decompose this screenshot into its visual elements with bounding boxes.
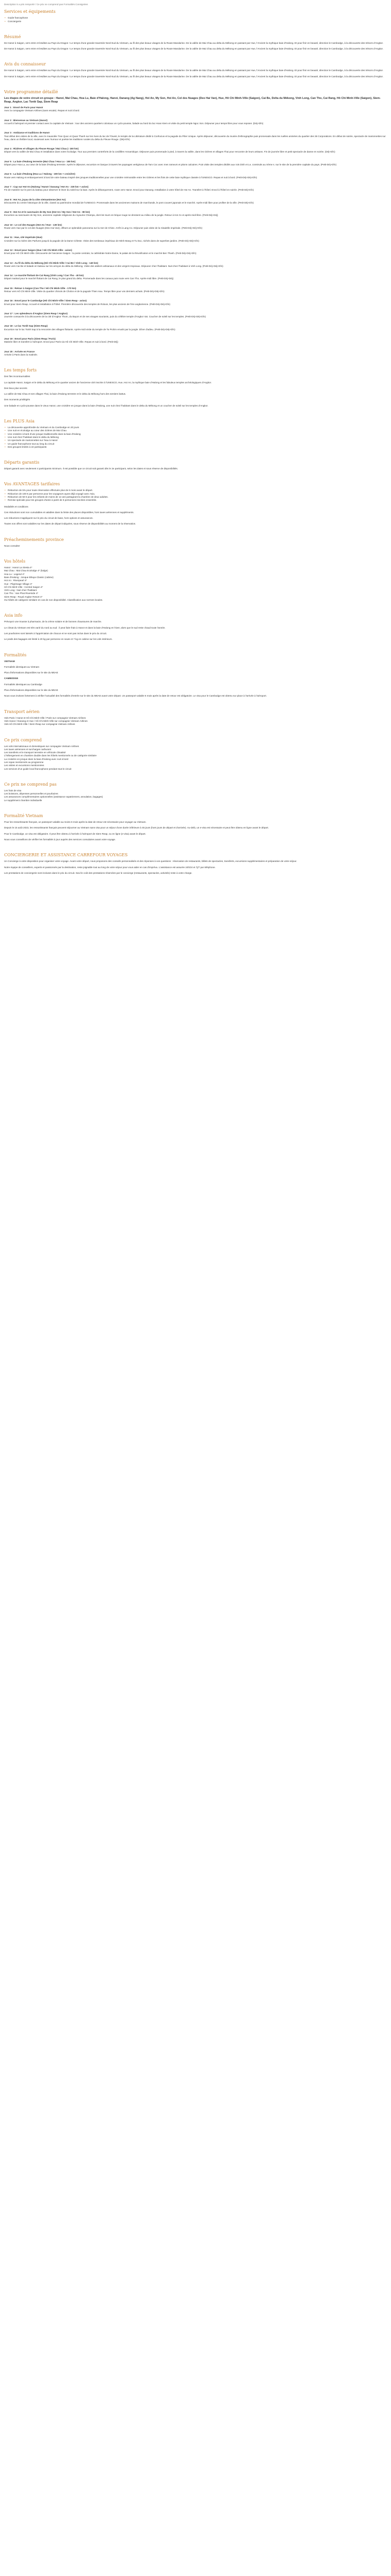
list-item: • Guide francophone <box>4 16 387 20</box>
plus-asia-list <box>4 426 387 449</box>
paragraph: Formalités identiques au Vietnam <box>4 665 40 668</box>
list-item: • Une croisière à bord d'une jonque traditionnelle dans la baie d'Halong <box>4 433 387 436</box>
paragraph: Plus d'informations disponibles sur le site du MEAE <box>4 689 58 692</box>
prix-ne-comprend-list <box>4 789 387 802</box>
list-item: • La découverte approfondie du Vietnam et du Cambodge en 20 jours <box>4 426 387 429</box>
list-item: • Réduction de 100 € par personne pour les voyageurs ayant déjà voyagé avec Asia. <box>4 493 387 496</box>
hotels-list <box>4 566 387 599</box>
list-item: Les frais de visa <box>4 789 22 792</box>
paragraph: Des moments privilégiés <box>4 398 30 401</box>
list-item: Vols Paris / Hanoï et Hô Chi Minh-Ville / Paris sur compagnie Vietnam Airlines <box>4 716 86 719</box>
programme-day <box>4 299 387 306</box>
day-title: Jour 6 : La baie d'Halong (Hoa Lu / Halong - 190 km + croisière) <box>4 173 75 176</box>
paragraph: Les pourboires sont laissés à l'appréciation de chacun et ne sont pas inclus dans le prix du circuit. <box>4 632 107 635</box>
hotel-item: Baie d'Halong : Jonque Bhaya Classic (cabine) <box>4 575 54 579</box>
paragraph: Pour les ressortissants français, un passeport valable au moins 6 mois après la date de retour est nécessaire pour voyager au Vietnam. <box>4 821 146 824</box>
day-description: Route vers Hue par le col des Nuages (Deo Hai Van), offrant un splendide panorama sur la mer de Chine. Arrêt à Lang Co. Déjeuner puis visite de la Citadelle impériale. (Petit-Déj+Déj+Dîn) <box>4 227 203 230</box>
list-item: Vols Hô Chi Minh-Ville / Siem Reap sur compagnie Vietnam Airlines <box>4 723 75 726</box>
hotels-title: Vos hôtels <box>4 559 26 564</box>
day-title: Jour 17 : Les splendeurs d'Angkor (Siem Reap / Angkor) <box>4 312 68 315</box>
programme-day <box>4 337 387 344</box>
paragraph: Prévoyez une trousse à pharmacie, de la crème solaire et de bonnes chaussures de marche. <box>4 620 102 623</box>
paragraph: Pour le Cambodge, un visa est obligatoire. Il peut être obtenu à l'arrivée à l'aéroport de Siem Reap, ou en ligne (e-visa) avant le départ. <box>4 832 146 835</box>
paragraph: Ou hôtels de catégorie similaire en cas de non disponibilité. Classification aux normes locales. <box>4 599 103 602</box>
programme-subtitle: Les étapes de votre circuit en groupe : Hanoï, Mai Chau, Hoa Lu, Baie d'Halong, Hanoï, Danang (Ag Nang), Hoï An, My Son, Hoï An, Col des Nuages (Deo Hai Van), Hue, Hô Chi Minh-Ville (Saigon), Cai Be, Delta du Mékong, Vinh Long, Can Tho, Cai Rang, Hô Chi Minh-Ville (Saigon), Siem-Reap, Angkor, Lac Tonlé Sap, Siem Reap <box>4 97 381 104</box>
programme-day <box>4 106 387 113</box>
breadcrumb-item[interactable]: Ce prix ne comprend pas Formalités Consignées <box>36 3 88 6</box>
list-item: Les repas mentionnés au programme <box>4 760 44 764</box>
resume-title: Résumé <box>4 34 21 39</box>
hotel-item: Hô Chi Minh-Ville : Central Saigon 4* <box>4 585 43 588</box>
hotel-item: Can Tho : Van Phat Riverside 4* <box>4 592 38 595</box>
list-item: • Une nuit chez l'habitant dans le delta du Mékong <box>4 436 387 439</box>
day-description: Accueil à l'aéroport et premier contact avec la capitale de Vietnam : tour des anciens quartiers coloniaux un cyclo-pousse, balade au bord du lac Hoan Kiem et visite du petit temple Ngoc Son. Déjeuner pour temps libre pour vous reposer. (Déj+Dîn) <box>4 122 264 125</box>
list-item: Les vols internationaux et domestiques sur compagnie Vietnam Airlines <box>4 744 79 748</box>
paragraph: Les réductions s'appliquent sur le prix du circuit de base, hors options et assurances. <box>4 517 93 520</box>
breadcrumb-item[interactable]: Description 5 a pris remporté <box>4 3 35 6</box>
day-title: Jour 16 : Envol pour le Cambodge (Hô Chi Minh-Ville / Siem Reap - avion) <box>4 299 87 302</box>
paragraph: La vallée de Mai Chau et ses villages Thai, la baie d'Halong terrestre et le delta du Mékong hors des sentiers battus. <box>4 393 126 396</box>
programme-day <box>4 147 387 154</box>
programme-day <box>4 160 387 167</box>
paragraph: Des lieux plus secrets <box>4 386 27 389</box>
day-title: Jour 11 : Hue, cité impériale (Hue) <box>4 236 42 239</box>
day-title: Jour 1 : Envol de Paris pour Hanoï <box>4 106 43 109</box>
depart-title: Départs garantis <box>4 460 40 465</box>
paragraph: Nous vous conseillons de vérifier les formalités à jour auprès des services consulaires avant votre voyage. <box>4 838 116 841</box>
day-description: Route vers Halong et embarquement à bord de votre bateau inspiré des jonques traditionnelles pour une croisière mémorable entre les rizières et les îlots de cette baie mythique classée à l'UNESCO. Repas et nuit à bord. (Petit-Déj+Déj+Dîn) <box>4 176 257 179</box>
programme-day <box>4 350 387 357</box>
day-title: Jour 4 : Rizières et villages du Fleuve Rouge / Mai Chau (- 150 km) <box>4 147 79 150</box>
day-description: Départ matinal pour le marché flottant de Cai Rang, le plus grand du delta. Promenade dans les canaux puis route vers Can Tho. Après-midi libre. (Petit-Déj+Déj) <box>4 277 174 280</box>
day-title: Jour 7 : Cap sur Hoï An (Halong / Hanoï / Danang / Hoï An - 230 km + avion) <box>4 185 89 188</box>
day-description: Envol pour Hô Chi Minh-Ville. Découverte de l'ancienne Saigon : la poste centrale, la cathédrale Notre-Dame, le palais de la Réunification et le marché Ben Thanh. (Petit-Déj+Déj+Dîn) <box>4 252 197 255</box>
day-description: Matinée libre et transfert à l'aéroport. Envol pour Paris via Hô Chi Minh-Ville. Repas et nuit à bord. (Petit-Déj) <box>4 341 118 344</box>
prechauffement-title: Préacheminements province <box>4 537 64 542</box>
list-item: • Conciergerie <box>4 20 387 23</box>
hotel-item: Hoa Lu : Legend 4* <box>4 572 25 575</box>
programme-day <box>4 173 387 179</box>
paragraph: De Hanoï à Saigon, vers entre et lesdites au Pays du Dragon ! Le temps d'une grande traversée Nord-Sud du Vietnam, au fil des plus beaux visages de la Route Mandarine. De la vallée de Mai Chau au delta du Mékong en passant par Hue, l'Ancient la mythique baie d'Halong. Et pour finir en beauté, direction le Cambodge, à la découverte des trésors d'Angkor. <box>4 69 384 72</box>
programme-day <box>4 119 387 126</box>
list-item: La croisière en jonque dans la baie d'Halong avec nuit à bord <box>4 757 69 760</box>
list-item: • Un guide francophone tout au long du circuit <box>4 443 387 446</box>
programme-day <box>4 198 387 205</box>
temps-forts-title: Les temps forts <box>4 368 37 373</box>
paragraph: Formalités identiques au Cambodge <box>4 683 42 686</box>
list-item: • Remise spéciale pour les groupes d'amis à partir de 6 personnes inscrites ensemble. <box>4 499 387 502</box>
paragraph: Modalités et conditions <box>4 505 28 508</box>
paragraph: Le poids des bagages est limité à 20 kg par personne en soute et 7 kg en cabine sur les vols intérieurs. <box>4 638 112 641</box>
day-title: Jour 5 : La baie d'Halong terrestre (Mai Chau / Hoa Lu - 150 km) <box>4 160 76 163</box>
paragraph: Le climat du Vietnam est très varié du nord au sud : il peut faire frais à Hanoï et dans la baie d'Halong en hiver, alors que le sud reste chaud toute l'année. <box>4 626 166 629</box>
paragraph: Nous consulter <box>4 544 20 547</box>
paragraph: Départ garanti avec seulement 4 participants minimum. Il est possible que ce circuit soit garanti dès le 2e participant, selon les dates et sous réserve de disponibilités. <box>4 467 178 470</box>
list-item: Les taxes aériennes et surcharges carburant <box>4 748 51 751</box>
paragraph: Des îles incontournables <box>4 375 30 378</box>
day-description: Croisière sur la rivière des Parfums jusqu'à la pagode de la Dame Céleste. Visite des tombeaux impériaux de Minh Mang et Tu Duc, nichés dans de superbes jardins. (Petit-Déj+Déj+Dîn) <box>4 239 199 242</box>
day-title: Jour 20 : Arrivée en France <box>4 350 35 353</box>
paragraph: Plus d'informations disponibles sur le site du MEAE <box>4 671 58 674</box>
day-title: Jour 15 : Retour à Saigon (Can Tho / Hô Chi Minh-Ville - 170 km) <box>4 286 76 290</box>
paragraph: Les prestations de conciergerie sont incluses dans le prix du circuit. Seul le coût des prestations réservées par le concierge (restaurants, spectacles, activités) reste à votre charge. <box>4 871 192 874</box>
conciergerie-title: CONCIERGERIE ET ASSISTANCE CARREFOUR VOYAGES <box>4 853 128 858</box>
programme-days <box>4 106 387 357</box>
day-title: Jour 9 : Hoï An et le sanctuaire de My Son (Hoï An / My Son / Hoï An - 80 km) <box>4 211 90 214</box>
paragraph: Un Concierge à votre disposition pour organiser votre voyage. Avant votre départ, nous proposons des conseils personnalisés et des réponses à vos questions : réservation de restaurants, billets de spectacles, transferts, excursions supplémentaires et préparation de votre séjour. <box>4 860 297 863</box>
hotel-item: Hanoï : Hanoï La Siesta 4* <box>4 566 32 569</box>
day-description: Envol pour Siem Reap. Accueil et installation à l'hôtel. Première découverte des temples de Roluos, les plus anciens de l'ère angkorienne. (Petit-Déj+Déj+Dîn) <box>4 302 170 306</box>
day-description: Départ vers la vallée de Mai Chau et installation dans votre écolodge. Tour aux premiers contreforts de la cordillère Annamitique. Déjeuner puis promenade à pied, à travers la vallée, dans les rizières et villages Thai pour rencontre de leurs artisans. Fin de journée libre et petit spectacle de danse en soirée. (Déj+Dîn) <box>4 150 335 154</box>
programme-day <box>4 262 387 268</box>
programme-day <box>4 287 387 294</box>
country-label: CAMBODGE <box>4 677 19 680</box>
list-item: Les visites et excursions mentionnées <box>4 764 44 767</box>
list-item: • Réduction de 50 € pour les enfants de moins de 12 ans partageant la chambre de deux adultes. <box>4 496 387 499</box>
list-item: • Un spectacle de marionnettes sur l'eau à Hanoï <box>4 439 387 442</box>
list-item: • Une nuit en écolodge au cœur des rizières de Mai Chau <box>4 429 387 432</box>
day-description: Tout début des visites de la ville, avec le mausolée Tran Quoc et Quan Thanh sur les rives du lac de l'Ouest, le temple de la Littérature dédié à Confucius et la pagode du Pilier Unique. Après déjeuner, découverte du musée d'ethnographie puis promenade dans les ruelles animées du quartier des 36 Corporations. En début de soirée, spectacle de marionnettes sur l'eau, dans un théâtre local, soutenant avec humour et poésie les traditions rurales du delta du Fleuve Rouge. (Déj+Dîn) <box>4 134 386 141</box>
day-title: Jour 8 : Hoï An, joyau de la côte vietnamienne (Hoï An) <box>4 198 66 201</box>
programme-day <box>4 274 387 281</box>
paragraph: Notre équipe de conseillers, experts et passionnés par la destination, reste joignable tout au long de votre séjour pour vous aider en cas d'imprévu. L'assistance est assurée 24h/24 et 7j/7 par téléphone. <box>4 866 216 869</box>
list-item: • Des groupes limités à 22 participants <box>4 446 387 449</box>
list-item: Les boissons, dépenses personnelles et pourboires <box>4 792 58 795</box>
day-title: Jour 13 : Au fil du delta du Mékong (Hô Chi Minh-Ville / Cai Be / Vinh Long - 140 km) <box>4 261 99 264</box>
paragraph: De Hanoï à Saigon, vers entre et lesdites au Pays du Dragon ! Le temps d'une grande traversée Nord-Sud du Vietnam, au fil des plus beaux visages de la Route Mandarine. De la vallée de Mai Chau au delta du Mékong en passant par Hue, l'Ancient la mythique baie d'Halong. Et pour finir en beauté, direction le Cambodge, à la découverte des trésors d'Angkor. <box>4 75 384 78</box>
hotel-item: Siem Reap : Royal Angkor Resort 4* <box>4 595 43 598</box>
prix-comprend-title: Ce prix comprend <box>4 737 42 742</box>
day-title: Jour 14 : Le marché flottant de Cai Rang (Vinh Long / Can Tho - 40 km) <box>4 274 84 277</box>
breadcrumb <box>4 3 387 6</box>
day-title: Jour 2 : Bienvenue au Vietnam (Hanoï) <box>4 118 47 122</box>
list-item: Les assurances complémentaires optionnelles (assistance rapatriement, annulation, bagages) <box>4 795 103 799</box>
asia-info-title: Asia info <box>4 613 23 618</box>
document-page <box>0 0 391 875</box>
day-title: Jour 3 : Ambiance et traditions de Hanoï <box>4 131 50 134</box>
hotel-item: Hue : Pilgrimage Village 4* <box>4 582 32 585</box>
paragraph: De Hanoï à Saigon, vers entre et lesdites au Pays du Dragon ! Le temps d'une grande traversée Nord-Sud du Vietnam, au fil des plus beaux visages de la Route Mandarine. De la vallée de Mai Chau au delta du Mékong en passant par Hue, l'Ancient la mythique baie d'Halong. Et pour finir en beauté, direction le Cambodge, à la découverte des trésors d'Angkor. <box>4 47 384 50</box>
programme-day <box>4 185 387 192</box>
hotel-item: Vinh Long : Nuit chez l'habitant <box>4 589 37 592</box>
transport-list <box>4 717 387 726</box>
list-item: Les transferts et le transport terrestre en véhicule climatisé <box>4 751 66 754</box>
formalites-title: Formalités <box>4 652 27 657</box>
paragraph: Depuis le 15 août 2023, les ressortissants français peuvent séjourner au Vietnam sans visa pour un séjour d'une durée inférieure à 45 jours (hors jours de départ et d'arrivée). Au-delà, un e-visa est nécessaire et peut être obtenu en ligne avant le départ. <box>4 826 269 829</box>
day-description: Découverte du centre historique de la ville, classé au patrimoine mondial de l'UNESCO. Promenade dans les anciennes maisons de marchands, le pont couvert japonais et le marché. Après-midi libre pour profiter de la ville. (Petit-Déj+Dîn) <box>4 201 254 204</box>
prix-ne-comprend-title: Ce prix ne comprend pas <box>4 782 57 787</box>
hotel-item: Hoï An : Riverpearl 4* <box>4 579 27 582</box>
paragraph: La capitale Hanoï, Saigon et le delta du Mékong et le quartier ancien de l'ancienne cité inscrite à l'UNESCO, Hue, Hoï An, la mythique baie d'Halong et les fabuleux temples archéologiques d'Angkor. <box>4 381 212 384</box>
paragraph: De Hanoï à Saigon, vers entre et lesdites au Pays du Dragon ! Le temps d'une grande traversée Nord-Sud du Vietnam, au fil des plus beaux visages de la Route Mandarine. De la vallée de Mai Chau au delta du Mékong en passant par Hue, l'Ancient la mythique baie d'Halong. Et pour finir en beauté, direction le Cambodge, à la découverte des trésors d'Angkor. <box>4 41 384 44</box>
transport-title: Transport aérien <box>4 709 40 714</box>
day-description: Avec la compagnie Vietnam Airlines (sans escale). Repas et nuit à bord. <box>4 109 80 112</box>
programme-day <box>4 249 387 256</box>
paragraph: Une balade en cyclo-pousse dans le vieux Hanoï, une croisière en jonque dans la baie d'Halong, une nuit chez l'habitant dans le delta du Mékong et un coucher de soleil sur les temples d'Angkor. <box>4 404 208 407</box>
day-description: Excursion au sanctuaire de My Son, ancienne capitale religieuse du royaume Champa, dont les tours en brique rouge se dressent au milieu de la jungle. Retour à Hoï An et après-midi libre. (Petit-Déj+Déj) <box>4 214 218 217</box>
list-item: • Réduction de 5% pour toute réservation effectuée plus de 6 mois avant le départ. <box>4 489 387 492</box>
plus-asia-title: Les PLUS Asia <box>4 419 35 424</box>
avantages-title: Vos AVANTAGES tarifaires <box>4 482 60 487</box>
avis-title: Avis du connaisseur <box>4 62 46 67</box>
paragraph: Toutes nos offres sont valables sur les dates de départ indiquées, sous réserve de disponibilités au moment de la réservation. <box>4 522 136 526</box>
programme-day <box>4 236 387 243</box>
hotel-item: Mai Chau : Mai Chau Ecolodge 4* (lodge) <box>4 569 48 572</box>
day-title: Jour 19 : Envol pour Paris (Siem Reap / Paris) <box>4 337 56 341</box>
day-title: Jour 12 : Envol pour Saigon (Hue / Hô Chi Minh-Ville - avion) <box>4 248 72 251</box>
list-item: L'hébergement en chambre double dans les hôtels mentionnés ou de catégorie similaire <box>4 754 97 757</box>
list-item: Le supplément chambre individuelle <box>4 799 42 802</box>
day-title: Jour 10 : Le col des Nuages (Hoï An / Hue - 130 km) <box>4 223 62 226</box>
programme-day <box>4 211 387 217</box>
country-label: VIETNAM <box>4 659 15 663</box>
day-description: Retour vers Hô Chi Minh-Ville. Visite du quartier chinois de Cholon et de la pagode Thien Hau. Temps libre pour vos derniers achats. (Petit-Déj+Déj+Dîn) <box>4 290 165 293</box>
day-title: Jour 18 : Le lac Tonlé Sap (Siem Reap) <box>4 325 48 328</box>
day-description: Journée consacrée à la découverte de la cité d'Angkor Thom, du Bayon et de ses visages souriants, puis du célèbre temple d'Angkor Vat. Coucher de soleil sur les temples. (Petit-Déj+Déj+Dîn) <box>4 315 206 318</box>
programme-title: Votre programme détaillé <box>4 90 58 95</box>
list-item: Les services d'un guide local francophone pendant tout le circuit <box>4 767 72 770</box>
prix-comprend-list <box>4 745 387 771</box>
breadcrumb-separator: / <box>35 3 37 6</box>
day-description: Route vers Cai Be et balade en bateau sur les arroyos du delta du Mékong. Visite des ateliers artisanaux et des vergers tropicaux. Déjeuner chez l'habitant. Nuit chez l'habitant à Vinh Long. (Petit-Déj+Déj+Dîn) <box>4 264 223 267</box>
programme-day <box>4 224 387 230</box>
programme-day <box>4 131 387 141</box>
avantages-list <box>4 489 387 502</box>
day-description: Fin de matinée sur le pont du bateau pour observer le lever du soleil sur la baie. Après le débarquement, route vers Hanoï. Envol pour Danang. Installation à votre hôtel de Hoï An. Transfert à l'hôtel. Envol à l'hôtel en soirée. (Petit-Déj+Dîn) <box>4 189 254 192</box>
services-list <box>4 16 387 23</box>
day-description: Départ pour Hoa Lu, au cœur de la baie d'Halong terrestre. Après le déjeuner, excursion en barque à travers les paysages vertigineux de Tam Coc avec mes rameurs et pitons calcaires. Puis visite des temples dédiés aux rois Dinh et Le, construits au Xème s. sur le site de la première capitale du pays. (Petit-Déj+Dîn) <box>4 163 337 166</box>
list-item: Vols Hanoï / Danang et Hue / Hô Chi Minh-Ville sur compagnie Vietnam Airlines <box>4 719 88 722</box>
formalites-visa-title: Formalité Vietnam <box>4 814 43 819</box>
paragraph: Nous vous invitons fortement à vérifier l'actualité des formalités d'entrée sur le site du MEAE avant votre départ. Un passeport valable 6 mois après la date de retour est obligatoire. Le visa pour le Cambodge est obtenu sur place à l'arrivée à l'aéroport. <box>4 694 267 698</box>
programme-day <box>4 312 387 319</box>
services-title: Services et équipements <box>4 9 56 14</box>
programme-day <box>4 325 387 331</box>
day-description: Arrivée à Paris dans la matinée. <box>4 353 38 356</box>
paragraph: Ces réductions sont non cumulables et valables dans la limite des places disponibles, hors taxes aériennes et suppléments. <box>4 511 134 514</box>
day-description: Excursion sur le lac Tonlé Sap à la rencontre des villages flottants. Après-midi visite du temple de Ta Prohm envahi par la jungle. Dîner d'adieu. (Petit-Déj+Déj+Dîn) <box>4 328 175 331</box>
